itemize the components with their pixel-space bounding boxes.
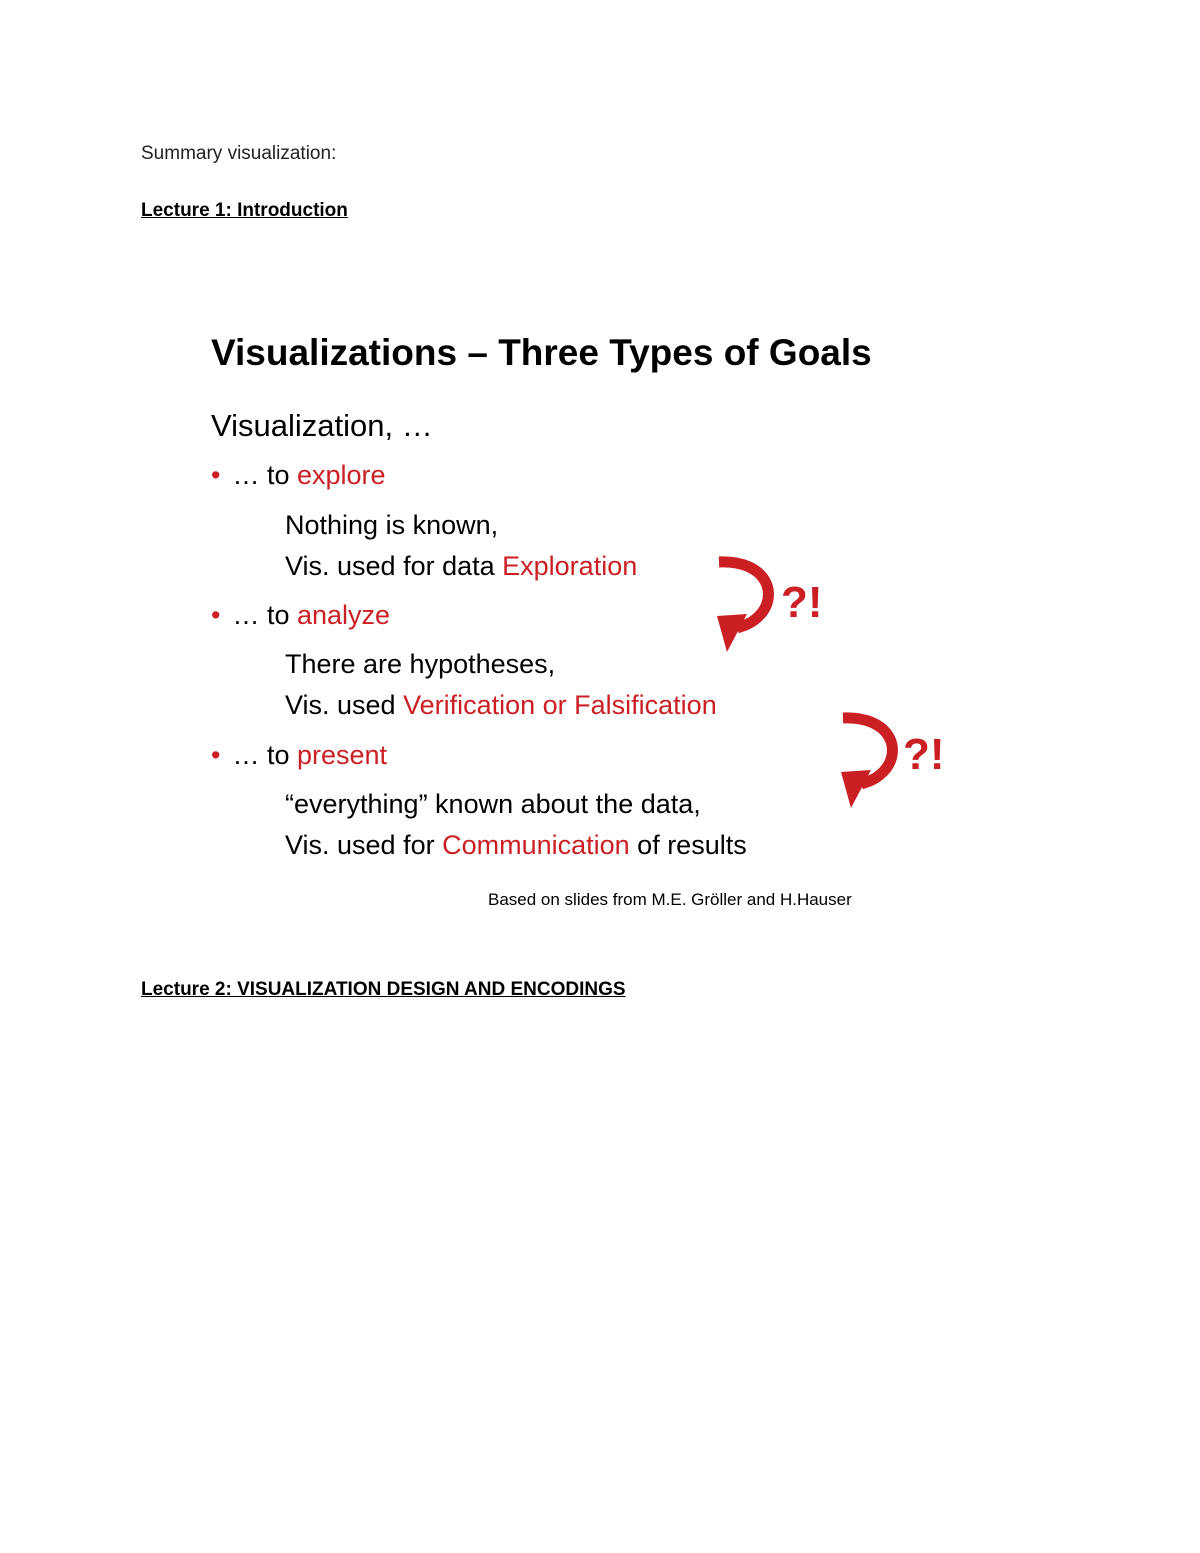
slide-image [141, 320, 1001, 920]
goal-present-bullet: • … to present [211, 740, 388, 770]
goal-keyword: present [296, 740, 388, 770]
bullet-icon: • [211, 740, 221, 770]
goal-keyword: analyze [296, 600, 391, 630]
goal-present-line1: “everything” known about the data, [285, 789, 701, 819]
bullet-icon: • [211, 600, 221, 630]
slide-subtitle: Visualization, … [211, 408, 433, 443]
lecture-2-heading: Lecture 2: VISUALIZATION DESIGN AND ENCODINGS [141, 979, 626, 1000]
slide-title: Visualizations – Three Types of Goals [211, 332, 872, 373]
arrow-label-1: ?! [781, 578, 823, 627]
goal-keyword: explore [296, 460, 386, 490]
intro-text: Summary visualization: [141, 143, 337, 164]
goal-analyze-line2: Vis. used Verification or Falsification [285, 690, 717, 720]
goal-analyze-bullet: • … to analyze [211, 600, 391, 630]
lecture-1-heading: Lecture 1: Introduction [141, 200, 348, 221]
curved-arrow-icon [837, 712, 909, 812]
goal-explore-line2: Vis. used for data Exploration [285, 551, 638, 581]
goal-explore-bullet: • … to explore [211, 460, 386, 490]
goal-present-line2: Vis. used for Communication of results [285, 830, 747, 860]
curved-arrow-icon [713, 556, 785, 656]
goal-analyze-line1: There are hypotheses, [285, 649, 556, 679]
slide-credit: Based on slides from M.E. Gröller and H.Hauser [488, 890, 852, 909]
goal-explore-line1: Nothing is known, [285, 510, 499, 540]
arrow-label-2: ?! [903, 730, 945, 779]
bullet-icon: • [211, 460, 221, 490]
